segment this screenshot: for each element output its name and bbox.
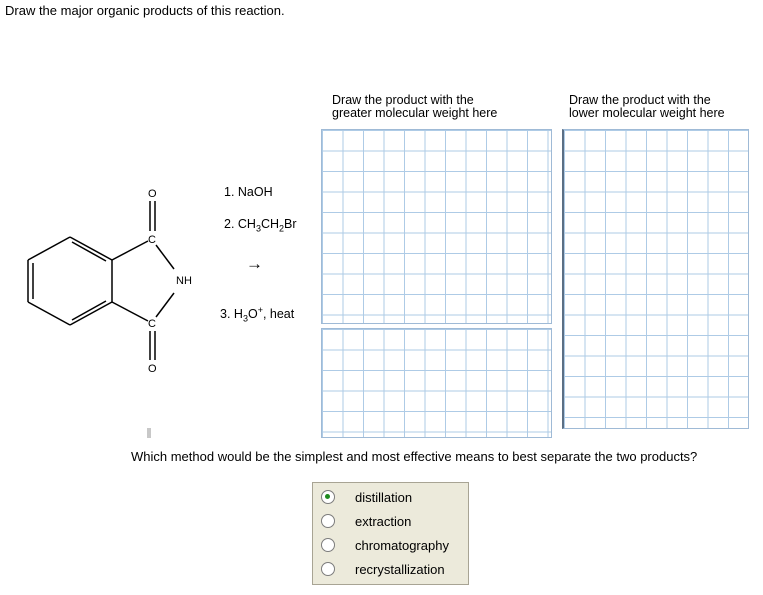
superscript: + [257,305,263,315]
reaction-arrow: → [246,254,263,273]
option-label: distillation [355,489,413,505]
subscript: 2 [279,223,285,234]
option-distillation[interactable] [321,486,412,508]
atom-label-c: C [148,318,156,330]
bond [28,302,70,325]
lower-mw-caption [569,94,725,120]
bond [72,242,106,261]
reagent-text: CH [260,217,280,231]
option-chromatography[interactable] [321,534,449,556]
atom-label-o: O [148,363,157,375]
option-extraction[interactable] [321,510,411,532]
lower-mw-drawing-canvas[interactable] [562,129,749,429]
option-recrystallization[interactable] [321,558,445,580]
bond [112,241,148,260]
bond [112,302,148,321]
reagent-text: 3. H [220,307,243,322]
greater-mw-drawing-canvas-lower[interactable] [321,328,552,438]
bond [156,245,174,269]
option-label: extraction [355,513,412,529]
caption-line: lower molecular weight here [569,106,725,120]
atom-label-nh: NH [176,275,192,287]
option-label: chromatography [355,537,449,553]
greater-mw-caption [332,94,497,120]
atom-label-o: O [148,188,157,200]
option-label: recrystallization [355,561,445,577]
radio-icon[interactable] [321,562,335,576]
greater-mw-drawing-canvas[interactable] [321,129,552,324]
bond [72,301,106,320]
separation-question: Which method would be the simplest and most effective means to best separate the two products? [131,449,698,464]
question-text: Draw the major organic products of this reaction. [5,3,285,18]
resize-handle[interactable] [147,428,151,438]
subscript: 3 [255,223,261,234]
bond [70,302,112,325]
separation-method-options [312,482,469,585]
reagent-step-2 [224,217,297,234]
caption-line: Draw the product with the [332,93,474,107]
bond [156,293,174,317]
reagent-text: O [247,307,258,322]
phthalimide-structure[interactable] [0,175,215,375]
reagent-text: 2. CH [224,217,256,231]
reagent-text: Br [284,217,297,231]
caption-line: Draw the product with the [569,93,711,107]
radio-icon[interactable] [321,514,335,528]
bond [28,237,70,260]
atom-label-c: C [148,234,156,246]
subscript: 3 [242,313,248,324]
reagent-step-1: 1. NaOH [224,185,273,199]
radio-selected-icon[interactable] [321,490,335,504]
bond [70,237,112,260]
reagent-step-3 [220,305,294,324]
radio-icon[interactable] [321,538,335,552]
caption-line: greater molecular weight here [332,106,498,120]
reagent-text: , heat [262,307,295,322]
